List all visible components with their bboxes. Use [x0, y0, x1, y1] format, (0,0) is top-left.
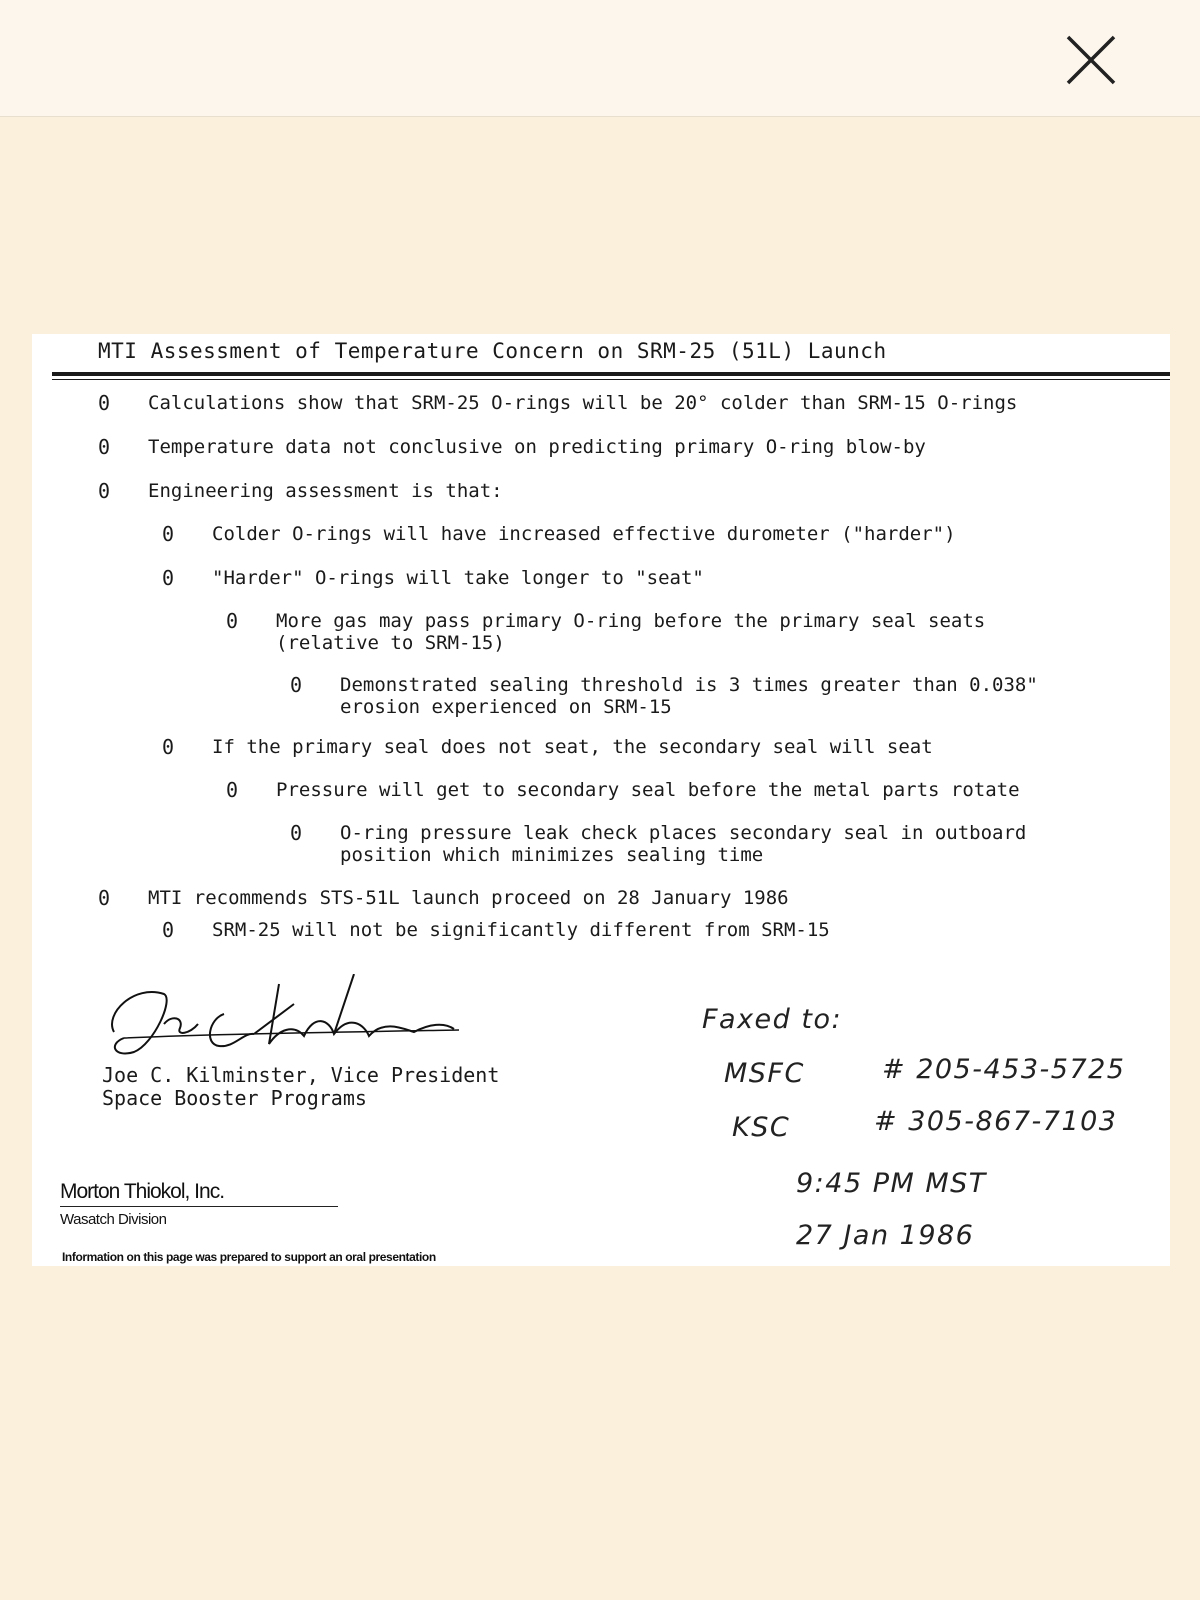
company-name: Morton Thiokol, Inc.: [60, 1180, 338, 1207]
fax-ksc-number: # 305-867-7103: [874, 1106, 1118, 1137]
title-rule-thin: [52, 379, 1170, 380]
fax-ksc-label: KSC: [732, 1112, 791, 1143]
signature: [94, 974, 464, 1074]
company-division: Wasatch Division: [60, 1211, 167, 1228]
viewer-top-bar: [0, 0, 1200, 117]
company-block: [60, 1180, 338, 1228]
fax-date: 27 Jan 1986: [796, 1220, 975, 1251]
fax-msfc-label: MSFC: [724, 1058, 805, 1089]
scanned-document: MTI Assessment of Temperature Concern on SRM-25 (51L) Launch 0 Calculations show that SRM-25 O-rings will be 20° colder than SRM-15 O-rings 0 Temperature data not conclusive on predicting primary O-ring blow-by 0 Engineering assessment is that: 0 Colder O-rings will have increased effective durometer ("harder") 0 "Harder" O-rings will take longer to "seat" 0 More gas may pass primary O-ring before the primary seal seats (relative to SRM-15) 0 Demonstrated sealing threshold is 3 times greater than 0.038" erosion experienced on SRM-15 0 If the primary seal does not seat, the secondary seal will seat 0 Pressure will get to secondary seal before the metal parts rotate 0 O-ring pressure leak check places secondary seal in outboard position which minimizes sealing time 0 MTI recommends STS-51L launch proceed on 28 January 1986 0 SRM-25 will not be significantly different from SRM-15 Joe C. Kilminster, Vice President Space Booster Programs Faxed to: MSFC # 205-453-5725 KSC # 305-867-7103 9:45 PM MST 27 Jan 1986 Morton Thiokol, Inc. Wasatch Division Information on this page was prepared to support an oral presentation: [32, 334, 1170, 1266]
title-rule: [52, 372, 1170, 376]
signer-title: Space Booster Programs: [102, 1086, 367, 1110]
fax-msfc-number: # 205-453-5725: [882, 1054, 1126, 1085]
document-title: MTI Assessment of Temperature Concern on SRM-25 (51L) Launch: [98, 339, 887, 363]
signer-name: Joe C. Kilminster, Vice President: [102, 1063, 500, 1087]
close-button[interactable]: [1056, 30, 1126, 100]
footnote: Information on this page was prepared to support an oral presentation: [62, 1250, 436, 1264]
close-icon: [1056, 30, 1126, 100]
fax-time: 9:45 PM MST: [796, 1168, 987, 1199]
signer-block: [102, 1064, 499, 1110]
fax-heading: Faxed to:: [702, 1004, 843, 1035]
